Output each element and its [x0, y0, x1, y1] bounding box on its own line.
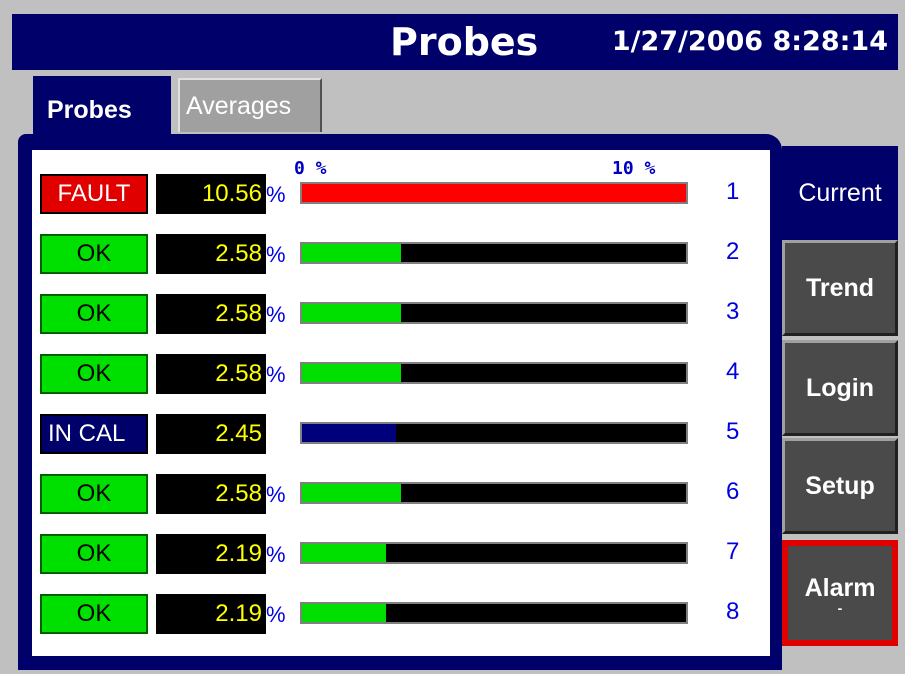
- scale-min-label: 0 %: [294, 158, 327, 179]
- probe-level-bar: [300, 242, 688, 264]
- probes-panel: [32, 150, 770, 656]
- probe-number: 1: [726, 178, 740, 205]
- current-button[interactable]: Current: [782, 146, 898, 240]
- probe-row: [40, 472, 770, 516]
- page-title: Probes: [390, 20, 539, 64]
- login-button[interactable]: Login: [782, 340, 898, 436]
- probe-value: 2.19: [156, 534, 266, 574]
- probe-value: 2.58: [156, 354, 266, 394]
- probe-status-badge: OK: [40, 294, 148, 334]
- probe-level-bar: [300, 182, 688, 204]
- probe-value: 2.45: [156, 414, 266, 454]
- tab-averages-label: Averages: [186, 92, 292, 120]
- probe-number: 8: [726, 598, 740, 625]
- probe-level-bar: [300, 422, 688, 444]
- probe-row: [40, 592, 770, 636]
- probe-level-bar: [300, 542, 688, 564]
- alarm-button-face: [788, 546, 892, 640]
- probe-status-badge: OK: [40, 354, 148, 394]
- probe-level-bar: [300, 362, 688, 384]
- probe-unit: %: [266, 362, 286, 387]
- datetime-display: 1/27/2006 8:28:14: [611, 26, 888, 57]
- probe-number: 3: [726, 298, 740, 325]
- probe-status-badge: IN CAL: [40, 414, 148, 454]
- probe-row: [40, 412, 770, 456]
- probe-value: 2.58: [156, 294, 266, 334]
- probe-unit: %: [266, 302, 286, 327]
- probe-value: 2.58: [156, 234, 266, 274]
- probe-level-bar: [300, 602, 688, 624]
- setup-button[interactable]: Setup: [782, 438, 898, 534]
- scale-max-label: 10 %: [612, 158, 656, 179]
- probe-row: [40, 352, 770, 396]
- probe-level-fill: [302, 604, 386, 622]
- probe-unit: %: [266, 542, 286, 567]
- probe-unit: %: [266, 182, 286, 207]
- probe-row: [40, 172, 770, 216]
- probe-number: 6: [726, 478, 740, 505]
- probe-number: 5: [726, 418, 740, 445]
- probe-level-bar: [300, 482, 688, 504]
- title-bar: [12, 14, 898, 70]
- probe-unit: %: [266, 482, 286, 507]
- alarm-label: Alarm: [804, 573, 876, 602]
- probe-row: [40, 292, 770, 336]
- probe-level-bar: [300, 302, 688, 324]
- probe-level-fill: [302, 184, 686, 202]
- probe-level-fill: [302, 484, 401, 502]
- probe-status-badge: OK: [40, 534, 148, 574]
- alarm-sublabel: -: [837, 599, 843, 616]
- probe-level-fill: [302, 364, 401, 382]
- probe-row: [40, 532, 770, 576]
- tab-averages[interactable]: [178, 78, 322, 132]
- tab-probes-label: Probes: [47, 96, 132, 124]
- probe-level-fill: [302, 544, 386, 562]
- probe-value: 2.19: [156, 594, 266, 634]
- probe-status-badge: OK: [40, 234, 148, 274]
- probe-row: [40, 232, 770, 276]
- probe-value: 2.58: [156, 474, 266, 514]
- probe-status-badge: OK: [40, 474, 148, 514]
- probe-unit: %: [266, 242, 286, 267]
- probe-number: 2: [726, 238, 740, 265]
- probe-value: 10.56: [156, 174, 266, 214]
- probe-level-fill: [302, 424, 396, 442]
- probe-status-badge: OK: [40, 594, 148, 634]
- probe-unit: %: [266, 602, 286, 627]
- probe-level-fill: [302, 304, 401, 322]
- probe-status-badge: FAULT: [40, 174, 148, 214]
- alarm-button[interactable]: [782, 540, 898, 646]
- probe-level-fill: [302, 244, 401, 262]
- probe-number: 4: [726, 358, 740, 385]
- trend-button[interactable]: Trend: [782, 240, 898, 336]
- tab-probes[interactable]: [33, 76, 171, 138]
- probe-number: 7: [726, 538, 740, 565]
